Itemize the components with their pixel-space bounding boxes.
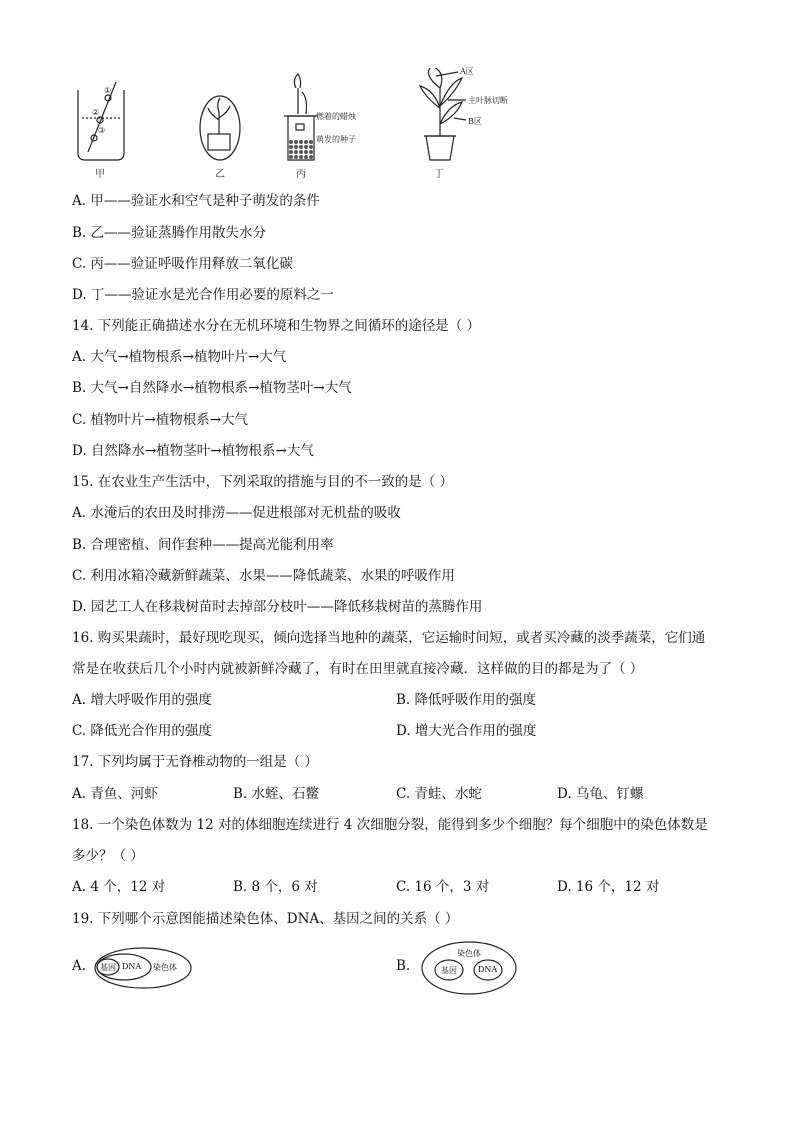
- q18-stem-line-2: 多少？（ ）: [72, 848, 144, 864]
- venn-b-dna: DNA: [478, 965, 498, 974]
- q16-stem-line-1: 16. 购买果蔬时，最好现吃现买，倾向选择当地种的蔬菜，它运输时间短，或者买冷藏的淡季蔬菜，它们通: [72, 630, 706, 646]
- q14-option-d: D. 自然降水→植物茎叶→植物根系→大气: [72, 443, 314, 459]
- q13-option-a: A. 甲——验证水和空气是种子萌发的条件: [72, 193, 320, 209]
- panel-caption-ding: 丁: [434, 169, 444, 180]
- q13-option-d: D. 丁——验证水是光合作用必要的原料之一: [72, 287, 334, 303]
- q14-option-c: C. 植物叶片→植物根系→大气: [72, 412, 249, 428]
- q19-diagram-a: [93, 946, 193, 990]
- venn-b-gene: 基因: [441, 966, 457, 975]
- bing-label-seeds: 萌发的种子: [316, 135, 356, 144]
- jia-label-1: ①: [104, 86, 112, 95]
- q14-option-b: B. 大气→自然降水→植物根系→植物茎叶→大气: [72, 380, 352, 396]
- jia-label-3: ③: [98, 126, 106, 135]
- ding-label-a-zone: A区: [460, 67, 474, 76]
- q13-option-b: B. 乙——验证蒸腾作用散失水分: [72, 225, 267, 241]
- q15-option-b: B. 合理密植、间作套种——提高光能利用率: [72, 537, 334, 553]
- q19-stem: 19. 下列哪个示意图能描述染色体、DNA、基因之间的关系（ ）: [72, 911, 459, 927]
- q14-option-a: A. 大气→植物根系→植物叶片→大气: [72, 349, 287, 365]
- q13-option-c: C. 丙——验证呼吸作用释放二氧化碳: [72, 256, 293, 272]
- q18-stem-line-1: 18. 一个染色体数为 12 对的体细胞连续进行 4 次细胞分裂，能得到多少个细胞？每个细胞中的染色体数是: [72, 817, 708, 833]
- q18-option-d: D. 16 个，12 对: [557, 879, 660, 895]
- venn-b-chromosome: 染色体: [457, 949, 481, 958]
- q15-stem: 15. 在农业生产生活中，下列采取的措施与目的不一致的是（ ）: [72, 474, 454, 490]
- q13-figure: [70, 68, 540, 186]
- ding-label-vein-cut: 主叶脉切断: [468, 96, 508, 105]
- q18-option-a: A. 4 个，12 对: [72, 879, 166, 895]
- q18-option-c: C. 16 个，3 对: [396, 879, 490, 895]
- q19-option-b-label: B.: [396, 958, 411, 974]
- panel-caption-bing: 丙: [296, 169, 306, 180]
- q17-option-a: A. 青鱼、河虾: [72, 786, 158, 802]
- venn-a-gene: 基因: [100, 963, 116, 972]
- q16-option-d: D. 增大光合作用的强度: [396, 723, 537, 739]
- q16-option-c: C. 降低光合作用的强度: [72, 723, 212, 739]
- jia-label-2: ②: [92, 108, 100, 117]
- panel-caption-jia: 甲: [95, 169, 105, 180]
- venn-a-chromosome: 染色体: [153, 963, 177, 972]
- q19-option-a-label: A.: [72, 958, 87, 974]
- q16-stem-line-2: 常是在收获后几个小时内就被新鲜冷藏了，有时在田里就直接冷藏．这样做的目的都是为了（ ）: [72, 661, 644, 677]
- q15-option-a: A. 水淹后的农田及时排涝——促进根部对无机盐的吸收: [72, 505, 401, 521]
- q17-option-b: B. 水蛭、石鳖: [233, 786, 320, 802]
- q19-diagram-b: [420, 940, 518, 996]
- q16-option-a: A. 增大呼吸作用的强度: [72, 692, 212, 708]
- q17-stem: 17. 下列均属于无脊椎动物的一组是（ ）: [72, 754, 319, 770]
- q16-option-b: B. 降低呼吸作用的强度: [396, 692, 537, 708]
- q17-option-d: D. 乌龟、钉螺: [557, 786, 644, 802]
- q17-option-c: C. 青蛙、水蛇: [396, 786, 482, 802]
- ding-label-b-zone: B区: [468, 117, 482, 126]
- q15-option-c: C. 利用冰箱冷藏新鲜蔬菜、水果——降低蔬菜、水果的呼吸作用: [72, 568, 455, 584]
- venn-a-dna: DNA: [122, 962, 142, 971]
- q18-option-b: B. 8 个，6 对: [233, 879, 318, 895]
- q15-option-d: D. 园艺工人在移栽树苗时去掉部分枝叶——降低移栽树苗的蒸腾作用: [72, 599, 483, 615]
- bing-label-candle: 燃着的蜡烛: [316, 112, 356, 121]
- q14-stem: 14. 下列能正确描述水分在无机环境和生物界之间循环的途径是（ ）: [72, 318, 481, 334]
- panel-caption-yi: 乙: [215, 169, 225, 180]
